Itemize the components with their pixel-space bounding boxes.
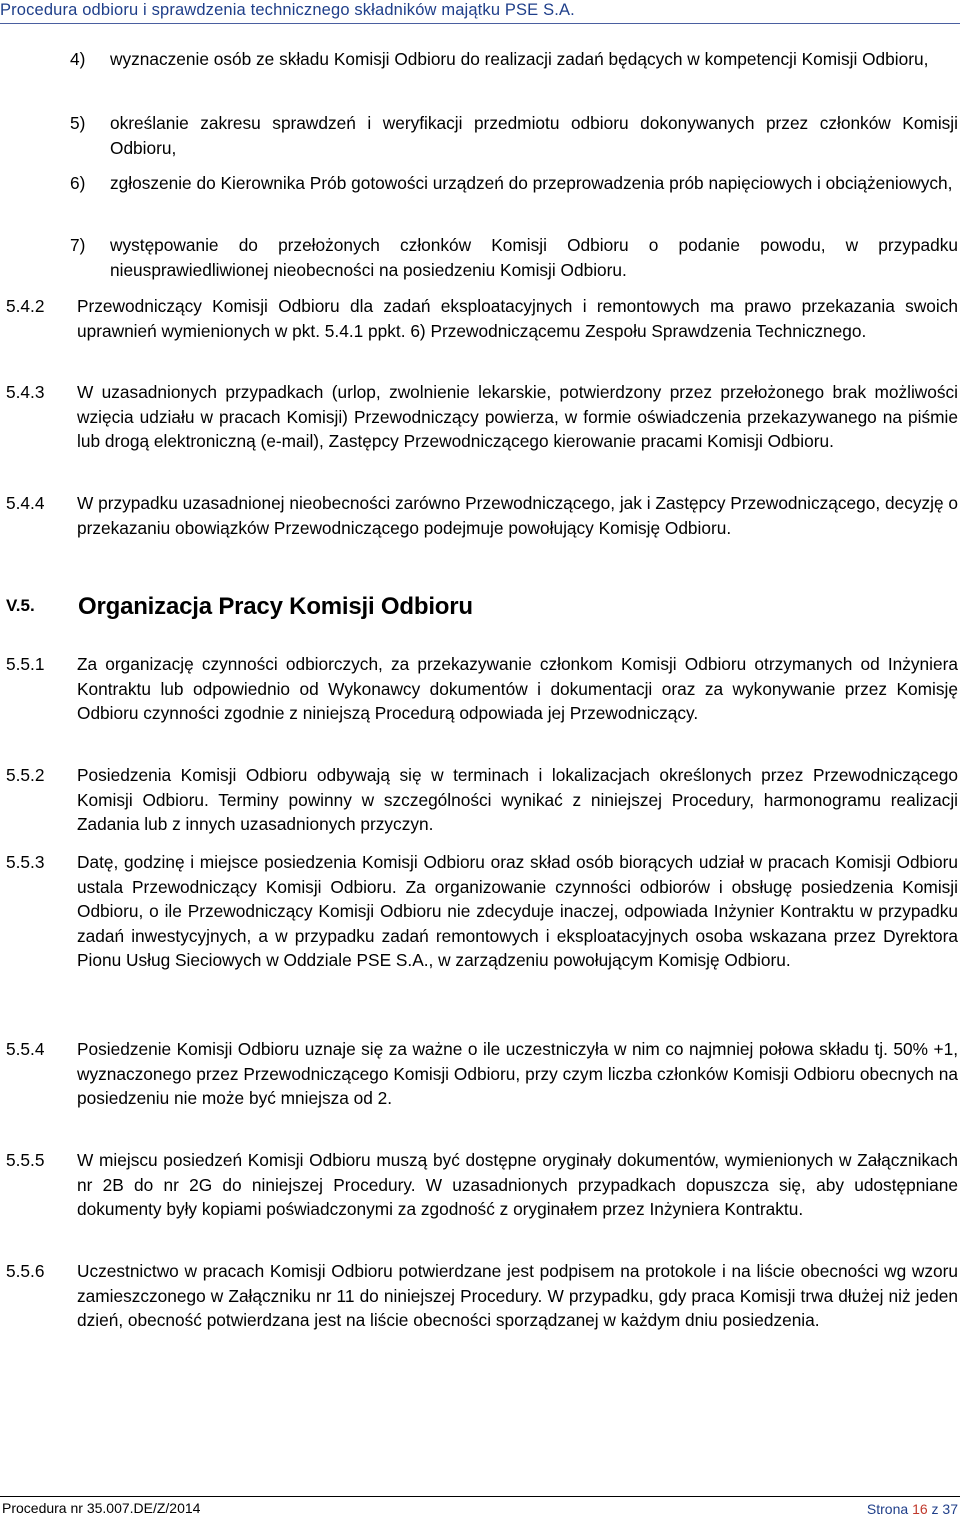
section-text: Posiedzenie Komisji Odbioru uznaje się za ważne o ile uczestniczyła w nim co najmniej połowa składu tj. 50% +1, wyznaczonego przez Przewodniczącego Komisji Odbioru, przy czym liczba członków Komisji Odbioru obecnych na posiedzeniu nie może być mniejsza od 2. bbox=[77, 1039, 958, 1109]
list-item-text: wyznaczenie osób ze składu Komisji Odbioru do realizacji zadań będących w kompetencji Komisji Odbioru, bbox=[110, 49, 929, 69]
section-text: Uczestnictwo w pracach Komisji Odbioru potwierdzane jest podpisem na protokole i na liście obecności wg wzoru zamieszczonego w Załączniku nr 11 do niniejszej Procedury. W przypadku, gdy praca Komisji trwa dłużej niż jeden dzień, obecność potwierdzana jest na liście obecności sporządzanej w każdym dniu posiedzenia. bbox=[77, 1261, 958, 1331]
section-number: 5.5.1 bbox=[6, 654, 45, 674]
page-of: z bbox=[931, 1501, 939, 1517]
section-text: Za organizację czynności odbiorczych, za przekazywanie członkom Komisji Odbioru otrzymanych od Inżyniera Kontraktu lub odpowiednio od Wykonawcy dokumentów i dokumentacji oraz za wykonywanie przez Komisję Odbioru czynności zgodnie z niniejszą Procedurą odpowiada jej Przewodniczący. bbox=[77, 654, 958, 724]
footer-page-indicator bbox=[867, 1499, 958, 1519]
section-number: 5.4.4 bbox=[6, 493, 45, 513]
list-item-number: 7) bbox=[70, 235, 86, 255]
section-number: 5.5.3 bbox=[6, 852, 45, 872]
section-number: 5.5.6 bbox=[6, 1261, 45, 1281]
list-item-number: 5) bbox=[70, 113, 86, 133]
page-word: Strona bbox=[866, 1501, 909, 1517]
chapter-number: V.5. bbox=[6, 596, 35, 615]
section-text: Posiedzenia Komisji Odbioru odbywają się w terminach i lokalizacjach określonych przez Przewodniczącego Komisji Odbioru. Terminy powinny w szczególności wynikać z niniejszej Procedury, harmonogramu realizacji Zadania lub z innych uzasadnionych przyczyn. bbox=[77, 765, 958, 835]
section-number: 5.5.5 bbox=[6, 1150, 45, 1170]
footer-procedure-number: Procedura nr 35.007.DE/Z/2014 bbox=[2, 1500, 201, 1516]
section-text: Datę, godzinę i miejsce posiedzenia Komisji Odbioru oraz skład osób biorących udział w pracach Komisji Odbioru ustala Przewodniczący Komisji Odbioru. Za organizowanie czynności odbiorów i obsługę posiedzenia Komisji Odbioru, o ile Przewodniczący Komisji Odbioru nie zdecyduje inaczej, odpowiada Inżynier Kontraktu w przypadku zadań inwestycyjnych, a w przypadku zadań remontowych i eksploatacyjnych osoba wskazana przez Dyrektora Pionu Usług Sieciowych w Oddziale PSE S.A., w zarządzeniu powołującym Komisję Odbioru. bbox=[77, 852, 958, 971]
list-item-text: określanie zakresu sprawdzeń i weryfikacji przedmiotu odbioru dokonywanych przez członków Komisji Odbioru, bbox=[110, 113, 958, 158]
section-text: W przypadku uzasadnionej nieobecności zarówno Przewodniczącego, jak i Zastępcy Przewodniczącego, decyzję o przekazaniu obowiązków Przewodniczącego podejmuje powołujący Komisję Odbioru. bbox=[77, 493, 958, 538]
page-total: 37 bbox=[942, 1501, 958, 1517]
section-text: W miejscu posiedzeń Komisji Odbioru muszą być dostępne oryginały dokumentów, wymienionych w Załącznikach nr 2B do nr 2G do niniejszej Procedury. W uzasadnionych przypadkach dopuszcza się, aby udostępniane dokumenty były kopiami poświadczonymi za zgodność z oryginałem przez Inżyniera Kontraktu. bbox=[77, 1150, 958, 1220]
section-number: 5.4.3 bbox=[6, 382, 45, 402]
page-header-title: Procedura odbioru i sprawdzenia technicznego składników majątku PSE S.A. bbox=[0, 1, 575, 19]
header-divider bbox=[0, 23, 960, 24]
section-number: 5.5.2 bbox=[6, 765, 45, 785]
list-item-text: zgłoszenie do Kierownika Prób gotowości urządzeń do przeprowadzenia prób napięciowych i obciążeniowych, bbox=[110, 173, 953, 193]
list-item-number: 4) bbox=[70, 49, 86, 69]
section-text: W uzasadnionych przypadkach (urlop, zwolnienie lekarskie, potwierdzony przez przełożonego brak możliwości wzięcia udziału w pracach Komisji) Przewodniczący powierza, w formie oświadczenia przekazywanego na piśmie lub drogą elektroniczną (e-mail), Zastępcy Przewodniczącego kierowanie pracami Komisji Odbioru. bbox=[77, 382, 958, 452]
page-current: 16 bbox=[912, 1501, 928, 1517]
list-item-text: występowanie do przełożonych członków Komisji Odbioru o podanie powodu, w przypadku nieusprawiedliwionej nieobecności na posiedzeniu Komisji Odbioru. bbox=[110, 235, 958, 280]
section-number: 5.5.4 bbox=[6, 1039, 45, 1059]
chapter-title: Organizacja Pracy Komisji Odbioru bbox=[78, 593, 473, 620]
section-text: Przewodniczący Komisji Odbioru dla zadań eksploatacyjnych i remontowych ma prawo przekazania swoich uprawnień wymienionych w pkt. 5.4.1 ppkt. 6) Przewodniczącemu Zespołu Sprawdzenia Technicznego. bbox=[77, 296, 958, 341]
list-item-number: 6) bbox=[70, 173, 86, 193]
footer-divider bbox=[0, 1496, 960, 1497]
section-number: 5.4.2 bbox=[6, 296, 45, 316]
